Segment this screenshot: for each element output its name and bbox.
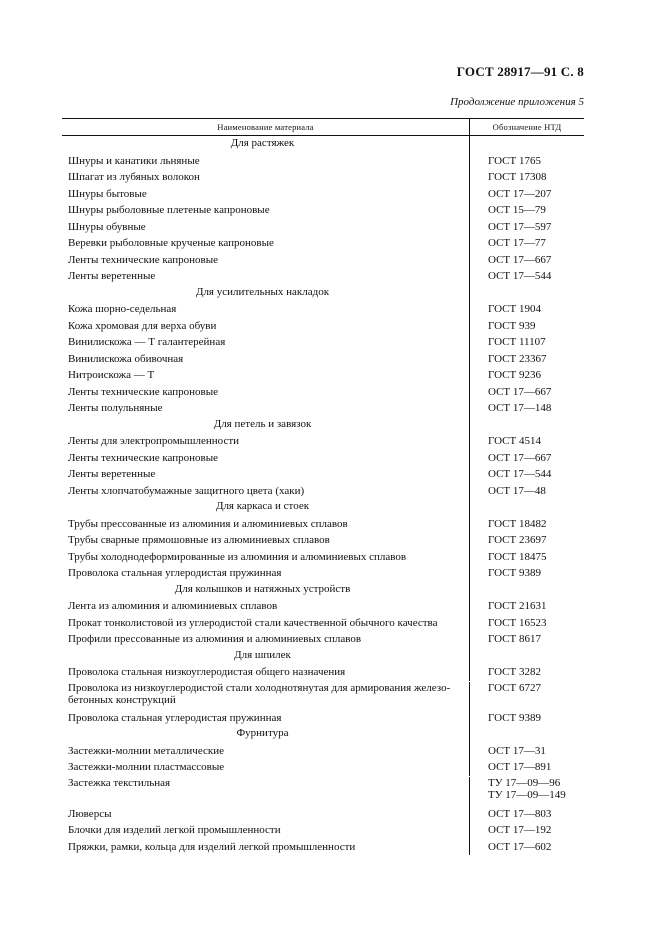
table-row <box>62 516 584 533</box>
material-name: Винилискожа обивочная <box>68 352 184 365</box>
table-row <box>62 806 584 823</box>
ntd-line: ТУ 17—09—149 <box>488 789 566 801</box>
section-ntd-empty <box>469 417 584 434</box>
material-name: Проволока стальная углеродистая пружинная <box>68 567 282 579</box>
ntd-designation: ОСТ 17—207 <box>469 186 584 203</box>
material-name: Шнуры обувные <box>68 220 146 233</box>
ntd-designation: ОСТ 17—48 <box>469 483 584 500</box>
ntd-designation: ГОСТ 18482 <box>469 516 584 533</box>
section-ntd-empty <box>469 136 584 153</box>
section-ntd-empty <box>469 726 584 743</box>
ntd-designation: ОСТ 17—192 <box>469 822 584 839</box>
ntd-designation: ГОСТ 939 <box>469 318 584 335</box>
material-name: Винилискожа — Т галантерейная <box>68 336 226 348</box>
material-name: Кожа шорно-седельная <box>68 303 177 315</box>
table-row <box>62 252 584 269</box>
table-row <box>62 664 584 681</box>
table-row <box>62 301 584 318</box>
material-name: Застежки-молнии пластмассовые <box>68 761 225 773</box>
table-header <box>62 118 584 136</box>
table-row <box>62 615 584 632</box>
table-row <box>62 433 584 450</box>
material-name: Ленты веретенные <box>68 468 156 480</box>
material-name: Нитроискожа — Т <box>68 369 155 381</box>
ntd-designation: ОСТ 17—77 <box>469 235 584 252</box>
section-title: Для растяжек <box>230 137 295 149</box>
table-row <box>62 631 584 648</box>
ntd-designation: ОСТ 17—31 <box>469 743 584 760</box>
table-row <box>62 839 584 856</box>
ntd-designation <box>469 777 584 806</box>
material-name: Трубы прессованные из алюминия и алюминиевых сплавов <box>68 517 348 530</box>
table-row <box>62 450 584 467</box>
table-row <box>62 367 584 384</box>
material-name: Ленты для электропромышленности <box>68 435 240 447</box>
materials-table <box>62 118 584 855</box>
ntd-designation: ГОСТ 9389 <box>469 710 584 727</box>
ntd-designation: ОСТ 17—803 <box>469 806 584 823</box>
material-name <box>62 682 469 710</box>
section-heading-row <box>62 648 584 665</box>
section-ntd-empty <box>469 582 584 599</box>
ntd-designation: ГОСТ 9236 <box>469 367 584 384</box>
section-heading-row <box>62 417 584 434</box>
section-title: Для усилительных накладок <box>195 285 330 298</box>
ntd-designation: ГОСТ 16523 <box>469 615 584 632</box>
table-row <box>62 318 584 335</box>
table-row <box>62 400 584 417</box>
section-ntd-empty <box>469 499 584 516</box>
table-row <box>62 351 584 368</box>
material-name: Трубы холоднодеформированные из алюминия и алюминиевых сплавов <box>68 550 407 563</box>
table-row <box>62 334 584 351</box>
section-ntd-empty <box>469 648 584 665</box>
material-name: Люверсы <box>68 807 112 820</box>
material-name: Профили прессованные из алюминия и алюминиевых сплавов <box>68 633 362 645</box>
section-title: Для шпилек <box>234 648 291 661</box>
ntd-designation: ГОСТ 4514 <box>469 433 584 450</box>
table-row <box>62 153 584 170</box>
table-row <box>62 565 584 582</box>
material-name: Ленты технические капроновые <box>68 451 219 464</box>
ntd-designation: ГОСТ 23367 <box>469 351 584 368</box>
ntd-designation: ОСТ 17—544 <box>469 268 584 285</box>
column-header-ntd: Обозначение НТД <box>469 119 584 135</box>
table-row <box>62 169 584 186</box>
table-row <box>62 776 584 806</box>
material-name: Кожа хромовая для верха обуви <box>68 319 217 332</box>
material-name-line: бетонных конструкций <box>68 694 176 706</box>
ntd-designation: ГОСТ 8617 <box>469 631 584 648</box>
material-name: Ленты полульняные <box>68 402 163 414</box>
material-name: Проволока стальная низкоуглеродистая общего назначения <box>68 666 346 678</box>
table-row <box>62 219 584 236</box>
section-ntd-empty <box>469 285 584 302</box>
section-heading-row <box>62 136 584 153</box>
ntd-designation: ГОСТ 18475 <box>469 549 584 566</box>
material-name-line: Проволока из низкоуглеродистой стали холоднотянутая для армирования железо- <box>68 681 451 694</box>
table-row <box>62 466 584 483</box>
table-body <box>62 136 584 855</box>
table-row <box>62 235 584 252</box>
material-name: Ленты веретенные <box>68 270 156 282</box>
material-name: Ленты хлопчатобумажные защитного цвета (хаки) <box>68 484 305 497</box>
ntd-designation: ОСТ 17—667 <box>469 252 584 269</box>
section-title: Для петель и завязок <box>213 417 312 430</box>
material-name: Проволока стальная углеродистая пружинная <box>68 711 282 724</box>
document-title: ГОСТ 28917—91 С. 8 <box>456 64 584 79</box>
ntd-designation: ГОСТ 11107 <box>469 334 584 351</box>
column-header-material: Наименование материала <box>217 122 314 132</box>
ntd-designation: ОСТ 17—602 <box>469 839 584 856</box>
section-heading-row <box>62 499 584 516</box>
table-row <box>62 710 584 727</box>
table-row <box>62 549 584 566</box>
table-row <box>62 743 584 760</box>
ntd-designation: ОСТ 17—667 <box>469 384 584 401</box>
section-heading-row <box>62 285 584 302</box>
ntd-designation: ГОСТ 21631 <box>469 598 584 615</box>
ntd-designation: ОСТ 17—667 <box>469 450 584 467</box>
table-row <box>62 598 584 615</box>
table-row <box>62 759 584 776</box>
material-name: Лента из алюминия и алюминиевых сплавов <box>68 600 278 612</box>
table-row <box>62 822 584 839</box>
ntd-designation: ГОСТ 3282 <box>469 664 584 681</box>
table-row <box>62 268 584 285</box>
table-row <box>62 681 584 710</box>
section-heading-row <box>62 726 584 743</box>
table-row <box>62 483 584 500</box>
ntd-line: ТУ 17—09—96 <box>488 776 561 789</box>
continuation-note: Продолжение приложения 5 <box>450 96 584 108</box>
ntd-designation: ОСТ 17—148 <box>469 400 584 417</box>
material-name: Ленты технические капроновые <box>68 385 219 398</box>
table-row <box>62 384 584 401</box>
section-heading-row <box>62 582 584 599</box>
ntd-designation: ГОСТ 23697 <box>469 532 584 549</box>
table-row <box>62 202 584 219</box>
ntd-designation: ГОСТ 1904 <box>469 301 584 318</box>
table-row <box>62 532 584 549</box>
material-name: Веревки рыболовные крученые капроновые <box>68 237 274 249</box>
material-name: Трубы сварные прямошовные из алюминиевых сплавов <box>68 534 330 546</box>
ntd-designation: ОСТ 15—79 <box>469 202 584 219</box>
ntd-designation: ГОСТ 1765 <box>469 153 584 170</box>
material-name: Прокат тонколистовой из углеродистой стали качественной обычного качества <box>68 616 438 629</box>
material-name: Ленты технические капроновые <box>68 253 219 266</box>
ntd-designation: ОСТ 17—597 <box>469 219 584 236</box>
ntd-designation: ОСТ 17—544 <box>469 466 584 483</box>
material-name: Застежка текстильная <box>68 776 171 789</box>
material-name: Шнуры и канатики льняные <box>68 154 200 167</box>
ntd-designation: ГОСТ 17308 <box>469 169 584 186</box>
material-name: Пряжки, рамки, кольца для изделий легкой промышленности <box>68 840 356 853</box>
section-title: Фурнитура <box>236 727 289 739</box>
material-name: Застежки-молнии металлические <box>68 744 224 757</box>
section-title: Для колышков и натяжных устройств <box>174 582 351 595</box>
ntd-designation: ОСТ 17—891 <box>469 759 584 776</box>
section-title: Для каркаса и стоек <box>215 500 310 512</box>
ntd-designation: ГОСТ 6727 <box>469 682 584 710</box>
ntd-designation: ГОСТ 9389 <box>469 565 584 582</box>
material-name: Шпагат из лубяных волокон <box>68 171 200 183</box>
material-name: Шнуры бытовые <box>68 187 147 200</box>
table-row <box>62 186 584 203</box>
material-name: Блочки для изделий легкой промышленности <box>68 824 281 836</box>
material-name: Шнуры рыболовные плетеные капроновые <box>68 204 270 216</box>
